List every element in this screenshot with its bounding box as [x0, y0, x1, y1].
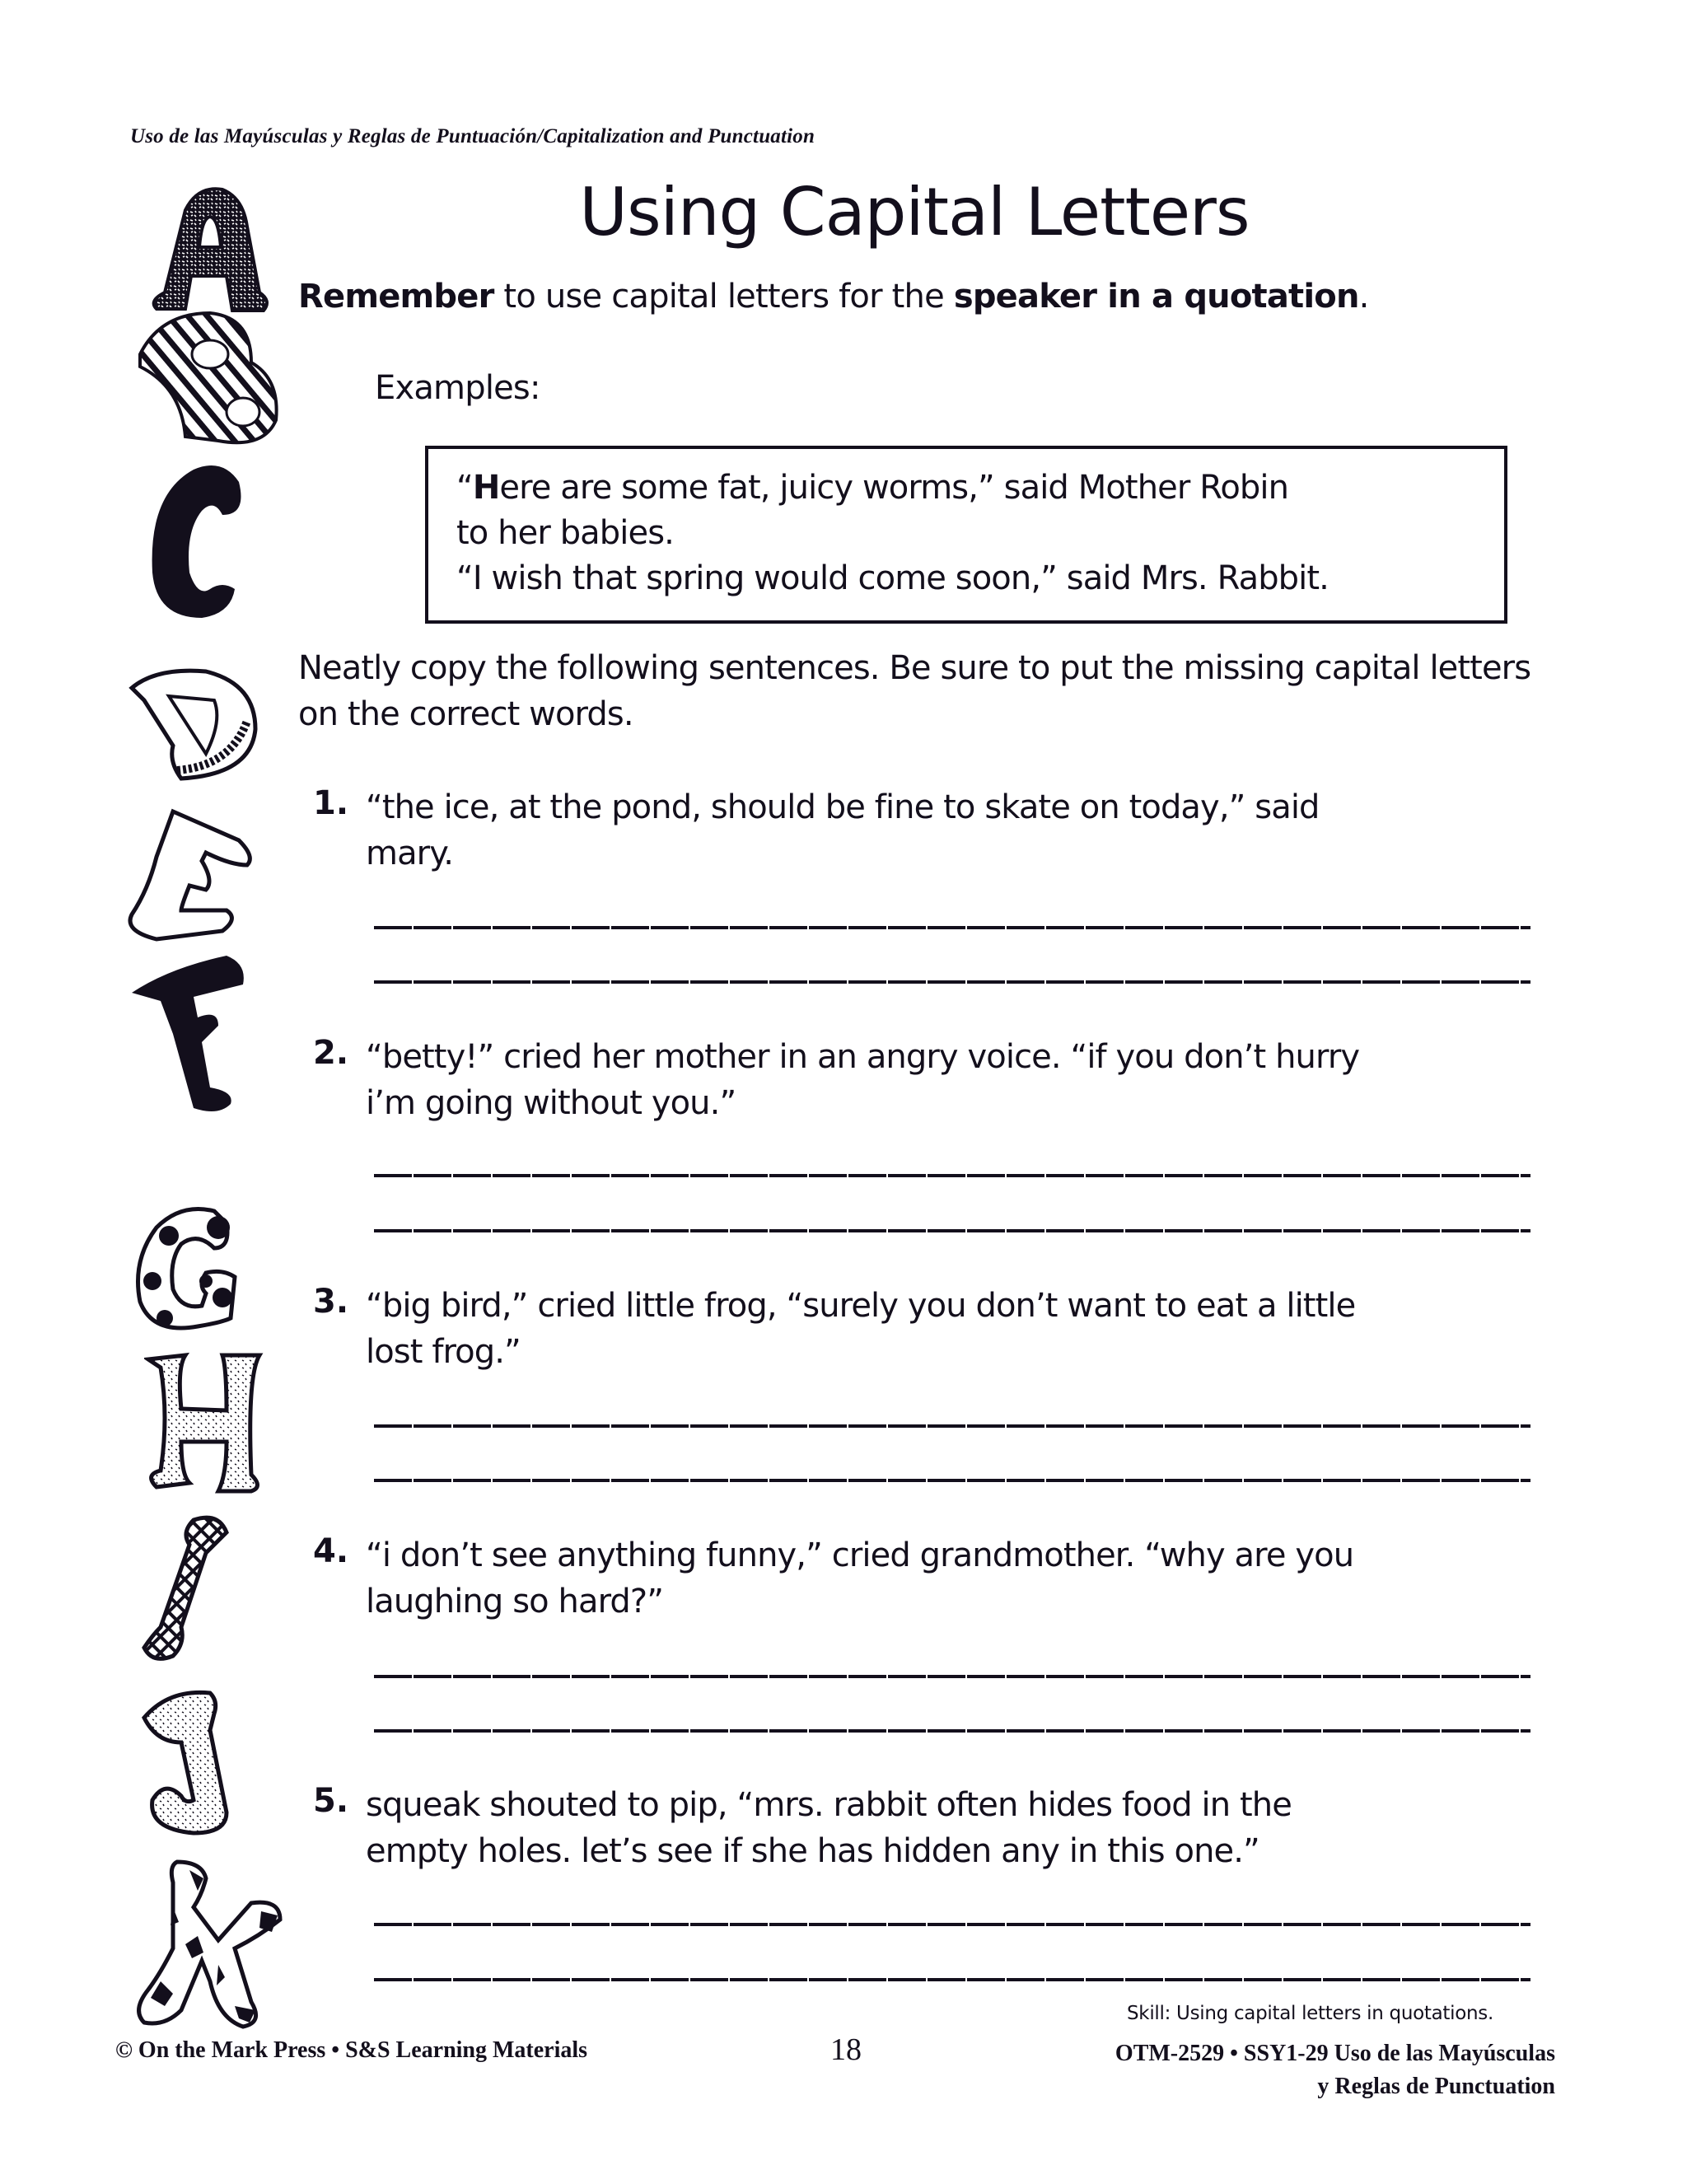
decorative-letter-b-icon — [136, 305, 280, 453]
example-line — [456, 511, 1329, 556]
example-text: to her babies. — [456, 514, 674, 552]
question-line: lost frog.” — [366, 1333, 521, 1371]
lead-period: . — [1358, 278, 1369, 316]
answer-line[interactable] — [374, 1424, 1530, 1428]
decorative-letter-a-icon — [140, 177, 276, 321]
answer-line[interactable] — [374, 926, 1530, 929]
question-text — [366, 1034, 1478, 1126]
decorative-letter-j-icon — [136, 1681, 235, 1837]
question-line: laughing so hard?” — [366, 1583, 664, 1620]
example-box — [425, 446, 1507, 624]
lead-emphasis-speaker: speaker in a quotation — [953, 278, 1359, 316]
series-header: Uso de las Mayúsculas y Reglas de Puntuación/Capitalization and Punctuation — [130, 125, 815, 147]
examples-label: Examples: — [375, 369, 540, 407]
question-number: 4. — [313, 1532, 349, 1570]
page-number: 18 — [830, 2032, 862, 2067]
decorative-letter-d-icon — [124, 663, 264, 787]
example-text: ere are some fat, juicy worms,” said Mother Robin — [499, 469, 1289, 507]
quote-mark: “ — [456, 469, 473, 507]
question-text — [366, 784, 1478, 877]
question-line: “the ice, at the pond, should be fine to skate on today,” said — [366, 788, 1320, 826]
copy-instructions: Neatly copy the following sentences. Be sure to put the missing capital letters on the correct words. — [298, 649, 1531, 733]
question-text — [366, 1532, 1478, 1625]
footer-product-line: y Reglas de Punctuation — [1317, 2074, 1555, 2099]
question-line: squeak shouted to pip, “mrs. rabbit often hides food in the — [366, 1786, 1292, 1824]
decorative-letter-f-icon — [128, 952, 251, 1116]
decorative-letter-k-icon — [128, 1858, 284, 2031]
quote-mark: “ — [456, 559, 473, 597]
decorative-letter-h-icon — [144, 1351, 268, 1495]
answer-line[interactable] — [374, 1479, 1530, 1482]
question-text — [366, 1782, 1478, 1874]
example-line — [456, 465, 1329, 511]
example-line — [456, 556, 1329, 601]
question-line: “i don’t see anything funny,” cried grandmother. “why are you — [366, 1536, 1354, 1574]
answer-line[interactable] — [374, 1729, 1530, 1733]
footer-product-line: OTM-2529 • SSY1-29 Uso de las Mayúsculas — [1115, 2041, 1555, 2066]
question-number: 2. — [313, 1034, 349, 1072]
lead-instruction — [298, 278, 1369, 316]
decorative-letter-i-icon — [136, 1512, 235, 1664]
page-title: Using Capital Letters — [579, 174, 1250, 250]
footer-copyright: © On the Mark Press • S&S Learning Materials — [115, 2037, 588, 2063]
question-number: 5. — [313, 1782, 349, 1820]
skill-note: Skill: Using capital letters in quotations. — [1127, 2003, 1493, 2024]
answer-line[interactable] — [374, 1229, 1530, 1232]
question-line: empty holes. let’s see if she has hidden any in this one.” — [366, 1832, 1259, 1870]
question-text — [366, 1283, 1478, 1375]
answer-line[interactable] — [374, 980, 1530, 984]
answer-line[interactable] — [374, 1174, 1530, 1177]
answer-line[interactable] — [374, 1978, 1530, 1981]
capital-letter-highlight: H — [472, 469, 500, 507]
question-line: i’m going without you.” — [366, 1084, 736, 1122]
lead-text: to use capital letters for the — [493, 278, 954, 316]
question-line: “betty!” cried her mother in an angry voice. “if you don’t hurry — [366, 1038, 1360, 1076]
decorative-letter-e-icon — [124, 807, 264, 947]
question-number: 3. — [313, 1283, 349, 1321]
question-line: “big bird,” cried little frog, “surely you don’t want to eat a little — [366, 1287, 1356, 1325]
footer-product-code — [1054, 2037, 1555, 2103]
lead-emphasis-remember: Remember — [298, 278, 494, 316]
answer-line[interactable] — [374, 1923, 1530, 1926]
question-number: 1. — [313, 784, 349, 822]
example-lines — [456, 465, 1329, 601]
decorative-letter-c-icon — [140, 457, 255, 622]
question-line: mary. — [366, 835, 454, 872]
example-text: I wish that spring would come soon,” said Mrs. Rabbit. — [472, 559, 1329, 597]
answer-line[interactable] — [374, 1675, 1530, 1678]
decorative-letter-g-icon — [132, 1203, 247, 1335]
